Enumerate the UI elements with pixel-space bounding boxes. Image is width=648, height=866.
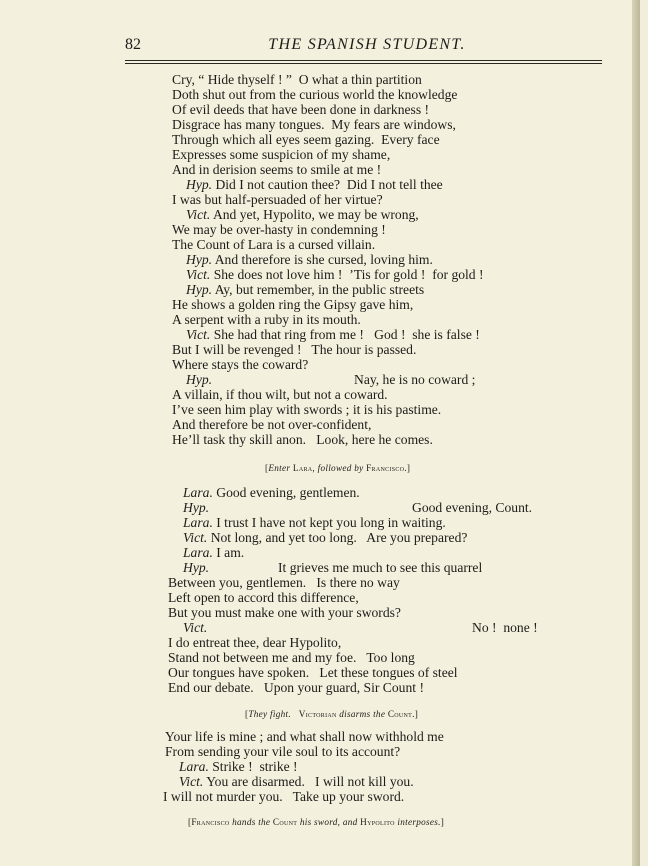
page-number: 82: [125, 36, 141, 53]
verse-line: Of evil deeds that have been done in darkness !: [172, 102, 430, 117]
speaker-name: Vict.: [179, 774, 204, 789]
stage-direction: [188, 815, 444, 830]
running-header: [0, 36, 640, 58]
stage-name: Francisco.: [366, 463, 407, 473]
verse-line: Left open to accord this difference,: [168, 590, 359, 605]
speech-text: It grieves me much to see this quarrel: [278, 560, 483, 575]
stage-word: disarms the: [339, 709, 386, 719]
verse-line: I was but half-persuaded of her virtue?: [172, 192, 383, 207]
speech-line: [183, 515, 446, 530]
stage-name: Count.: [387, 709, 415, 719]
verse-line: He’ll task thy skill anon. Look, here he comes.: [172, 432, 433, 447]
speech-line: [179, 759, 298, 774]
verse-line: Cry, “ Hide thyself ! ” O what a thin partition: [172, 72, 422, 87]
speech-line: [183, 485, 360, 500]
speech-text: Not long, and yet too long. Are you prepared?: [210, 530, 468, 545]
verse-line: Doth shut out from the curious world the knowledge: [172, 87, 458, 102]
verse-line: End our debate. Upon your guard, Sir Count !: [168, 680, 424, 695]
verse-line: But I will be revenged ! The hour is passed.: [172, 342, 417, 357]
speaker-name: Lara.: [183, 545, 213, 560]
speaker-name: Vict.: [186, 327, 211, 342]
speech-line: [183, 500, 209, 515]
stage-word: interposes.: [397, 817, 441, 827]
stage-word: followed by: [317, 463, 364, 473]
verse-line: From sending your vile soul to its account?: [165, 744, 401, 759]
verse-line: He shows a golden ring the Gipsy gave him,: [172, 297, 414, 312]
speech-text: No ! none !: [472, 620, 538, 635]
stage-name: Francisco: [191, 817, 230, 827]
verse-line: We may be over-hasty in condemning !: [172, 222, 386, 237]
page-edge: [632, 0, 640, 866]
speaker-name: Hyp.: [183, 500, 210, 515]
speaker-name: Hyp.: [186, 177, 213, 192]
verse-line: A serpent with a ruby in its mouth.: [172, 312, 361, 327]
speech-text: I trust I have not kept you long in waiting.: [216, 515, 446, 530]
stage-word: hands the: [232, 817, 271, 827]
verse-line: But you must make one with your swords?: [168, 605, 401, 620]
running-title: THE SPANISH STUDENT.: [268, 36, 466, 53]
header-rule: [125, 60, 602, 61]
speech-text: Ay, but remember, in the public streets: [214, 282, 425, 297]
speech-text: And therefore is she cursed, loving him.: [214, 252, 433, 267]
verse-line: I do entreat thee, dear Hypolito,: [168, 635, 342, 650]
speech-text: And yet, Hypolito, we may be wrong,: [212, 207, 419, 222]
speech-line: [183, 620, 207, 635]
speaker-name: Lara.: [183, 515, 213, 530]
speech-line: [186, 252, 433, 267]
stage-name: Count: [272, 817, 298, 827]
bracket: [: [188, 817, 192, 827]
verse-line: Expresses some suspicion of my shame,: [172, 147, 391, 162]
speech-text: Good evening, Count.: [412, 500, 533, 515]
bracket: ]: [414, 709, 419, 719]
speech-text: She does not love him ! ’Tis for gold ! for gold !: [213, 267, 484, 282]
speech-line: [186, 267, 484, 282]
speech-line: [186, 327, 480, 342]
verse-line: Stand not between me and my foe. Too long: [168, 650, 415, 665]
speech-line: [186, 282, 424, 297]
verse-line: And therefore be not over-confident,: [172, 417, 372, 432]
bracket: [: [265, 463, 269, 473]
speech-line: [186, 207, 419, 222]
speech-line: [186, 177, 443, 192]
speaker-name: Vict.: [186, 207, 211, 222]
bracket: ]: [440, 817, 445, 827]
speaker-name: Hyp.: [186, 372, 213, 387]
speaker-name: Vict.: [183, 530, 208, 545]
verse-line: Where stays the coward?: [172, 357, 309, 372]
verse-line: I will not murder you. Take up your sword.: [163, 789, 405, 804]
speaker-name: Lara.: [179, 759, 209, 774]
speech-line: [183, 560, 209, 575]
stage-word: Enter: [268, 463, 291, 473]
speech-text: You are disarmed. I will not kill you.: [206, 774, 414, 789]
stage-name: Lara,: [292, 463, 315, 473]
verse-line: Your life is mine ; and what shall now withhold me: [165, 729, 444, 744]
stage-word: his sword, and: [299, 817, 358, 827]
bracket: [: [245, 709, 249, 719]
speaker-name: Lara.: [183, 485, 213, 500]
speech-line: [179, 774, 414, 789]
speech-text: Nay, he is no coward ;: [354, 372, 476, 387]
speech-line: [183, 545, 244, 560]
verse-line: Our tongues have spoken. Let these tongues of steel: [168, 665, 458, 680]
speaker-name: Vict.: [183, 620, 208, 635]
speech-text: Did I not caution thee? Did I not tell thee: [215, 177, 443, 192]
speech-text: Strike ! strike !: [212, 759, 298, 774]
verse-line: Through which all eyes seem gazing. Every face: [172, 132, 440, 147]
speech-text: Good evening, gentlemen.: [216, 485, 360, 500]
speaker-name: Hyp.: [186, 252, 213, 267]
verse-line: And in derision seems to smile at me !: [172, 162, 382, 177]
verse-line: I’ve seen him play with swords ; it is his pastime.: [172, 402, 442, 417]
speaker-name: Hyp.: [183, 560, 210, 575]
speaker-name: Vict.: [186, 267, 211, 282]
speech-line: [186, 372, 212, 387]
stage-direction: [265, 461, 410, 476]
header-rule-thin: [125, 63, 602, 64]
verse-line: Disgrace has many tongues. My fears are windows,: [172, 117, 456, 132]
bracket: ]: [406, 463, 411, 473]
verse-line: A villain, if thou wilt, but not a coward.: [172, 387, 388, 402]
stage-name: Hypolito: [360, 817, 395, 827]
verse-line: Between you, gentlemen. Is there no way: [168, 575, 400, 590]
speech-line: [183, 530, 467, 545]
verse-line: The Count of Lara is a cursed villain.: [172, 237, 376, 252]
stage-name: Victorian: [298, 709, 337, 719]
stage-direction: [245, 707, 418, 722]
stage-word: They fight.: [248, 709, 291, 719]
speech-text: She had that ring from me ! God ! she is false !: [213, 327, 480, 342]
speaker-name: Hyp.: [186, 282, 213, 297]
speech-text: I am.: [216, 545, 245, 560]
